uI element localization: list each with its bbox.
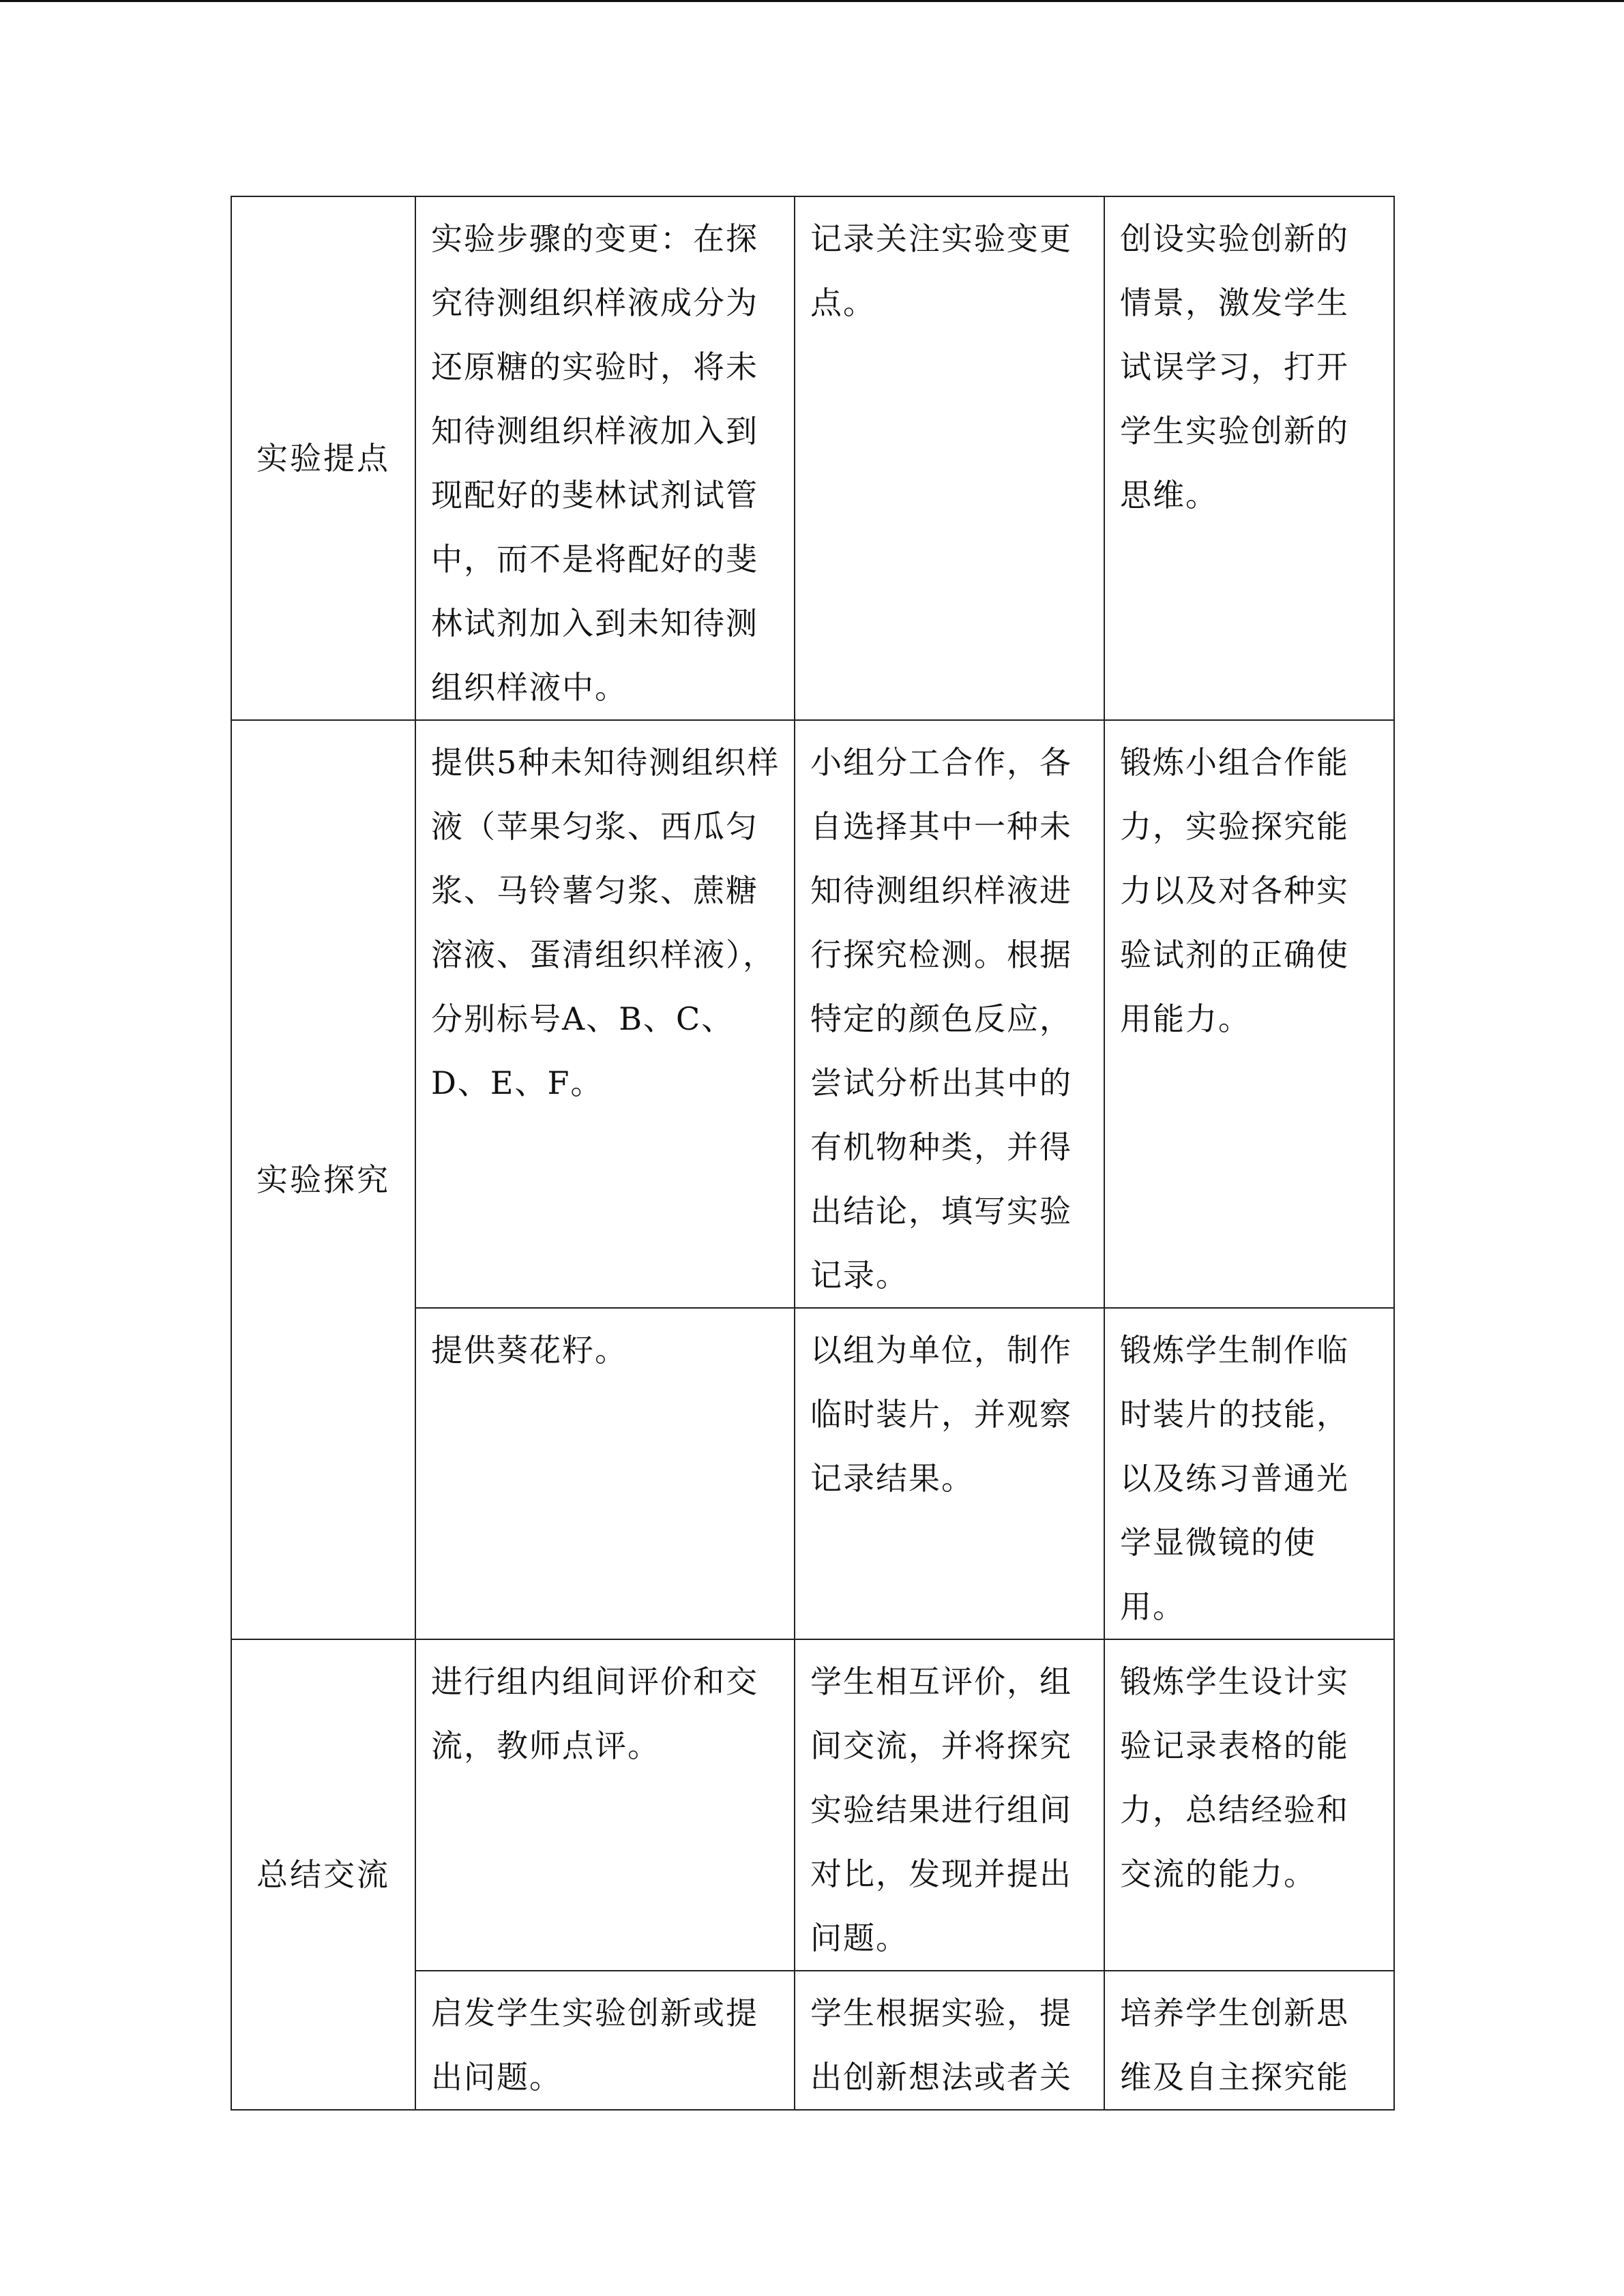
student-activity-cell: 记录关注实验变更点。 bbox=[795, 196, 1104, 720]
page-top-border bbox=[0, 0, 1624, 2]
table-row bbox=[231, 720, 1394, 1308]
student-activity-cell: 小组分工合作，各自选择其中一种未知待测组织样液进行探究检测。根据特定的颜色反应，尝试分析出其中的有机物种类，并得出结论，填写实验记录。 bbox=[795, 720, 1104, 1308]
stage-cell: 实验提点 bbox=[231, 196, 415, 720]
student-activity-cell: 学生根据实验，提出创新想法或者关 bbox=[795, 1971, 1104, 2110]
design-intent-cell: 锻炼学生制作临时装片的技能，以及练习普通光学显微镜的使用。 bbox=[1104, 1308, 1394, 1639]
table-row bbox=[231, 1639, 1394, 1971]
stage-cell: 实验探究 bbox=[231, 720, 415, 1639]
design-intent-cell: 创设实验创新的情景，激发学生试误学习，打开学生实验创新的思维。 bbox=[1104, 196, 1394, 720]
teacher-activity-cell: 启发学生实验创新或提出问题。 bbox=[415, 1971, 795, 2110]
design-intent-cell: 培养学生创新思维及自主探究能 bbox=[1104, 1971, 1394, 2110]
teacher-activity-cell: 实验步骤的变更：在探究待测组织样液成分为还原糖的实验时，将未知待测组织样液加入到现配好的斐林试剂试管中，而不是将配好的斐林试剂加入到未知待测组织样液中。 bbox=[415, 196, 795, 720]
teacher-activity-cell: 进行组内组间评价和交流，教师点评。 bbox=[415, 1639, 795, 1971]
student-activity-cell: 学生相互评价，组间交流，并将探究实验结果进行组间对比，发现并提出问题。 bbox=[795, 1639, 1104, 1971]
teacher-activity-cell: 提供葵花籽。 bbox=[415, 1308, 795, 1639]
design-intent-cell: 锻炼小组合作能力，实验探究能力以及对各种实验试剂的正确使用能力。 bbox=[1104, 720, 1394, 1308]
table-row bbox=[231, 196, 1394, 720]
stage-cell: 总结交流 bbox=[231, 1639, 415, 2110]
design-intent-cell: 锻炼学生设计实验记录表格的能力，总结经验和交流的能力。 bbox=[1104, 1639, 1394, 1971]
lesson-plan-table bbox=[231, 196, 1395, 2111]
teacher-activity-cell: 提供5种未知待测组织样液（苹果匀浆、西瓜匀浆、马铃薯匀浆、蔗糖溶液、蛋清组织样液），分别标号A、B、C、D、E、F。 bbox=[415, 720, 795, 1308]
student-activity-cell: 以组为单位，制作临时装片，并观察记录结果。 bbox=[795, 1308, 1104, 1639]
